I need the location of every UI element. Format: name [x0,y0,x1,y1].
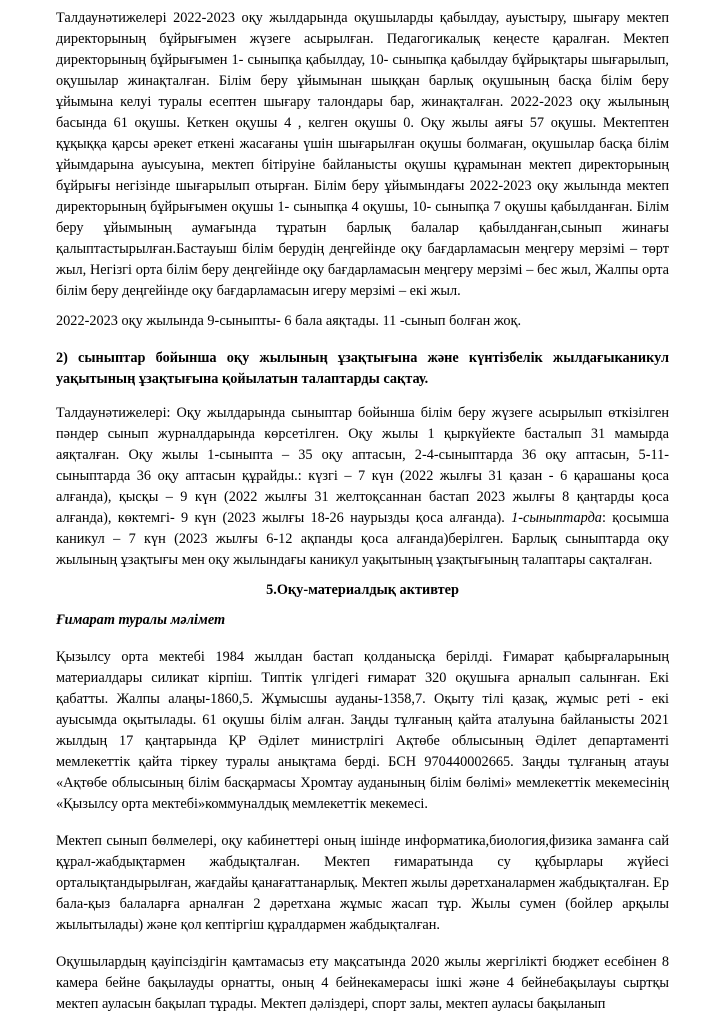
equipment-paragraph: Мектеп сынып бөлмелері, оқу кабинеттері оның ішінде информатика,биология,физика заманға сай құрал-жабдықтармен жабдықталған. Мектеп ғимаратында су құбырлары жүйесі орталықтандырылған, жағдайы қанағаттанарлық. Мектеп жылы дәретханалармен жабдықталған. Ер бала-қыз балаларға арналған 2 дәретхана жұмыс жасап тұр. Жылы сумен (бойлер арқылы жылытылады) және қол кептіргіш құралдармен жабдықталған. [56,833,669,933]
section-heading-material-assets: 5.Оқу-материалдық активтер [266,582,459,598]
subheading-building-info: Ғимарат туралы мәлімет [56,612,226,628]
calendar-text-part-2: : қосымша каникул – 7 күн (2023 жылғы 6-12 ақпанды қоса алғанда)берілген. Барлық сыныптарда оқу жылының ұзақтығы мен оқу жылындағы каникул уақытының ұзақтығының талаптары сақталған. [56,510,669,568]
section-heading-school-year: 2) сыныптар бойынша оқу жылының ұзақтығына және күнтізбелік жылдағыканикул уақытының ұзақтығына қойылатын талаптарды сақтау. [56,350,669,387]
security-paragraph: Оқушылардың қауіпсіздігін қамтамасыз ету мақсатында 2020 жылы жергілікті бюджет есебінен 8 камера бейне бақылауды орнатты, оның 4 бейнекамерасы ішкі және 4 бейнебақылауы сыртқы мектеп ауласын бақылап тұрады. Мектеп дәліздері, спорт залы, мектеп ауласы бақыланып [56,954,669,1012]
building-paragraph: Қызылсу орта мектебі 1984 жылдан бастап қолданысқа берілді. Ғимарат қабырғаларының материалдары силикат кірпіш. Типтік үлгідегі ғимарат 320 оқушыға арналып салынған. Екі қабатты. Жалпы алаңы-1860,5. Жұмысшы ауданы-1358,7. Оқыту тілі қазақ, жұмыс реті - екі ауысымда оқытылады. 61 оқушы білім алған. Заңды тұлғаның қайта аталуына байланысты 2021 жылдың 17 қаңтарында ҚР Әділет министрлігі Ақтөбе облысының Әділет департаменті мемлекеттік қайта тіркеу туралы анықтама берді. БСН 970440002665. Заңды тұлғаның атауы «Ақтөбе облысының білім басқармасы Хромтау ауданының білім бөлімі» мемлекеттік мекемесінің «Қызылсу орта мектебі»коммуналдық мемлекеттік мекемесі. [56,649,669,812]
graduation-paragraph: 2022-2023 оқу жылында 9-сыныпты- 6 бала аяқтады. 11 -сынып болған жоқ. [56,313,522,329]
calendar-text-part-1: Талдаунәтижелері: Оқу жылдарында сыныптар бойынша білім беру жүзеге асырылып өткізілген пәндер сынып журналдарында көрсетілген. Оқу жылы 1 қыркүйекте басталып 31 мамырда аяқталған. Оқу жылы 1-сыныпта – 35 оқу аптасын, 2-4-сыныптарда 36 оқу аптасын, 5-11-сыныптарда 36 оқу аптасын құрайды.: күзгі – 7 күн (2022 жылғы 31 қазан - 6 қарашаны қоса алғанда), қысқы – 9 күн (2022 жылғы 31 желтоқсаннан бастап 2023 жылғы 8 қаңтарды қоса алғанда), көктемгі- 9 күн (2023 жылғы 18-26 наурызды қоса алғанда). [56,405,669,526]
calendar-first-grade-italic: 1-сыныптарда [511,510,602,526]
analysis-paragraph-admissions: Талдаунәтижелері 2022-2023 оқу жылдарында оқушыларды қабылдау, ауыстыру, шығару мектеп директорының бұйрығымен жүзеге асырылған. Педагогикалық кеңесте қаралған. Мектеп директорының бұйрығымен 1- сыныпқа қабылдау, 10- сыныпқа қабылдау бұйрықтары шығарылып, оқушылар жинақталған. Білім беру ұйымынан шыққан барлық оқушының басқа білім беру ұйымына келуі туралы есептен шығару талондары бар, жинақталған. 2022-2023 оқу жылының басында 61 оқушы. Кеткен оқушы 4 , келген оқушы 0. Оқу жылы аяғы 57 оқушы. Мектептен құқыққа қарсы әрекет еткені жасағаны үшін шығарылған оқушы болмаған, оқушылар басқа білім ұйымдарына ауысуына, мектеп бітіруіне байланысты оқушы құрамынан мектеп директорының бұйрығы негізінде шығарылып отырған. Білім беру ұйымындағы 2022-2023 оқу жылында мектеп директорының бұйрығымен оқушы 1- сыныпқа 4 оқушы, 10- сыныпқа 7 оқушы қабылданған. Білім беру ұйымының аумағында тұратын барлық балалар қабылданған,сынып жинағы қалыптастырылған.Бастауыш білім берудің деңгейінде оқу бағдарламасын меңгеру мерзімі – төрт жыл, Негізгі орта білім беру деңгейінде оқу бағдарламасын меңгеру мерзімі – бес жыл, Жалпы орта білім беру деңгейінде оқу бағдарламасын игеру мерзімі – екі жыл. [56,10,669,299]
analysis-paragraph-calendar [56,403,669,571]
